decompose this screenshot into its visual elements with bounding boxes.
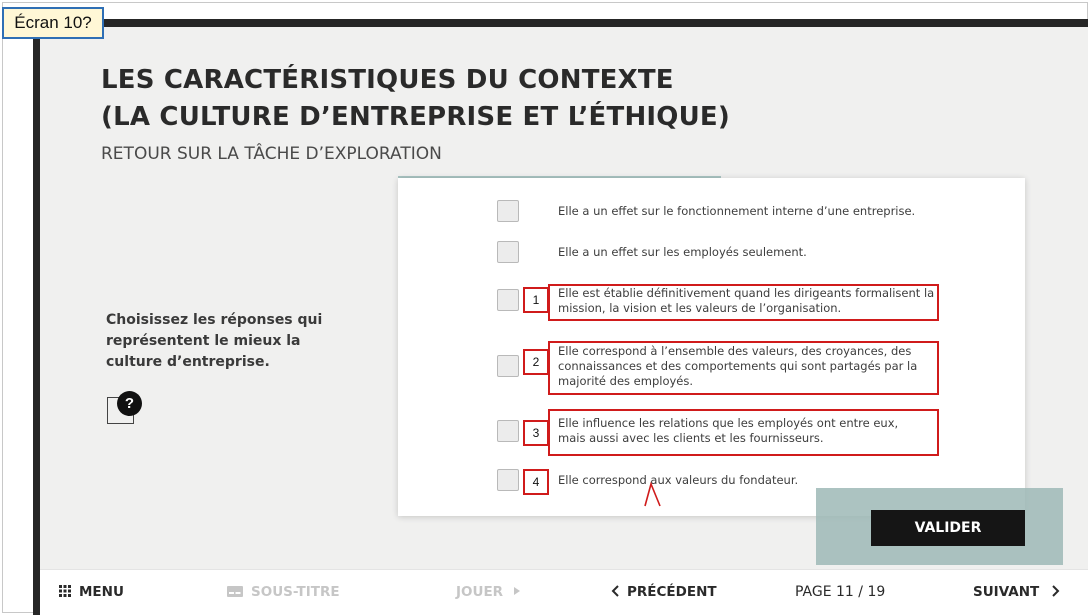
page-subtitle: RETOUR SUR LA TÂCHE D’EXPLORATION: [101, 144, 442, 164]
annotation-marker: 4: [523, 469, 549, 495]
annotation-marker: 2: [523, 349, 549, 375]
title-line-2: (LA CULTURE D’ENTREPRISE ET L’ÉTHIQUE): [101, 102, 730, 132]
play-label: JOUER: [456, 584, 504, 600]
top-bar: [104, 19, 1088, 27]
option-checkbox[interactable]: [497, 289, 519, 311]
option-text[interactable]: Elle influence les relations que les employés ont entre eux, mais aussi avec les clients et les fournisseurs.: [558, 416, 899, 445]
help-icon[interactable]: ?: [117, 391, 142, 416]
instructions-text: Choisissez les réponses qui représentent le mieux la culture d’entreprise.: [106, 312, 323, 370]
chevron-left-icon: [611, 585, 620, 597]
next-label: SUIVANT: [973, 584, 1040, 600]
grid-icon: [59, 585, 71, 597]
option-text[interactable]: Elle est établie définitivement quand les dirigeants formalisent la mission, la vision et les valeurs de l’organisation.: [558, 286, 935, 315]
play-icon: [513, 586, 521, 596]
annotation-frame: [548, 284, 939, 321]
annotation-marker: 1: [523, 287, 549, 313]
option-text[interactable]: Elle a un effet sur les employés seulement.: [558, 245, 807, 259]
option-checkbox[interactable]: [497, 241, 519, 263]
option-checkbox[interactable]: [497, 200, 519, 222]
previous-label: PRÉCÉDENT: [627, 584, 717, 600]
annotation-marker: 3: [523, 420, 549, 446]
subtitles-icon: [227, 586, 243, 597]
previous-button[interactable]: [611, 584, 717, 600]
option-text[interactable]: Elle correspond aux valeurs du fondateur.: [558, 473, 799, 487]
insertion-caret-icon: [643, 480, 663, 508]
screen-label: Écran 10?: [2, 7, 104, 39]
bottom-nav: [40, 569, 1088, 613]
menu-label: MENU: [79, 584, 124, 600]
option-checkbox[interactable]: [497, 469, 519, 491]
subtitle-label: SOUS-TITRE: [251, 584, 340, 600]
option-checkbox[interactable]: [497, 420, 519, 442]
menu-button[interactable]: [59, 584, 124, 600]
page-title: [101, 62, 801, 136]
valider-button[interactable]: VALIDER: [871, 510, 1025, 546]
subtitle-button[interactable]: [227, 584, 340, 600]
left-bar: [33, 39, 40, 615]
annotation-frame: [548, 341, 939, 395]
page-indicator: PAGE 11 / 19: [795, 584, 886, 600]
annotation-frame: [548, 409, 939, 456]
option-checkbox[interactable]: [497, 355, 519, 377]
chevron-right-icon: [1051, 585, 1060, 597]
play-button[interactable]: [456, 584, 521, 600]
option-text[interactable]: Elle a un effet sur le fonctionnement interne d’une entreprise.: [558, 204, 916, 218]
option-text[interactable]: Elle correspond à l’ensemble des valeurs, des croyances, des connaissances et des comportements qui sont partagés par la majorité des employés.: [558, 344, 918, 388]
next-button[interactable]: [973, 584, 1060, 600]
title-line-1: LES CARACTÉRISTIQUES DU CONTEXTE: [101, 65, 674, 95]
